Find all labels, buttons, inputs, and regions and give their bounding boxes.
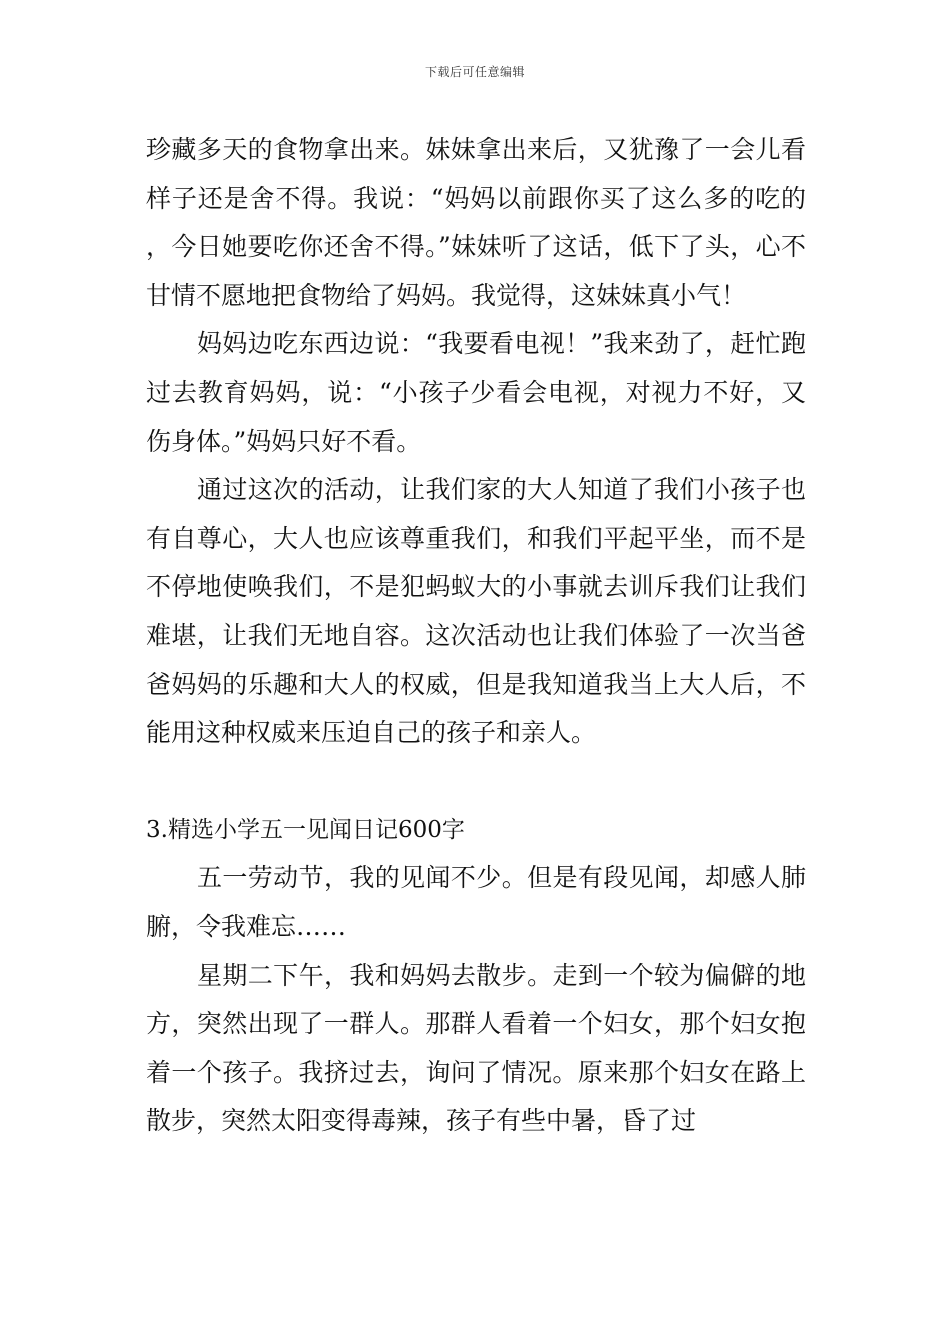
paragraph: 妈妈边吃东西边说：“我要看电视！”我来劲了，赶忙跑过去教育妈妈，说：“小孩子少看会电视，对视力不好，又伤身体。”妈妈只好不看。: [146, 329, 806, 456]
section-spacer: [146, 758, 806, 806]
paragraph: 五一劳动节，我的见闻不少。但是有段见闻，却感人肺腑，令我难忘……: [146, 863, 806, 941]
page-header-note: 下载后可任意编辑: [424, 65, 525, 79]
document-body: [146, 126, 806, 1146]
paragraph: 星期二下午，我和妈妈去散步。走到一个较为偏僻的地方，突然出现了一群人。那群人看着一个妇女，那个妇女抱着一个孩子。我挤过去，询问了情况。原来那个妇女在路上散步，突然太阳变得毒辣，孩子有些中暑，昏了过: [146, 960, 806, 1136]
paragraph: 通过这次的活动，让我们家的大人知道了我们小孩子也有自尊心，大人也应该尊重我们，和我们平起平坐，而不是不停地使唤我们，不是犯蚂蚁大的小事就去训斥我们让我们难堪，让我们无地自容。这次活动也让我们体验了一次当爸爸妈妈的乐趣和大人的权威，但是我知道我当上大人后，不能用这种权威来压迫自己的孩子和亲人。: [146, 475, 806, 748]
paragraph: 珍藏多天的食物拿出来。妹妹拿出来后，又犹豫了一会儿看样子还是舍不得。我说：“妈妈以前跟你买了这么多的吃的，今日她要吃你还舍不得。”妹妹听了这话，低下了头，心不甘情不愿地把食物给了妈妈。我觉得，这妹妹真小气！: [146, 135, 806, 310]
section-heading: 3.精选小学五一见闻日记600字: [146, 816, 465, 843]
